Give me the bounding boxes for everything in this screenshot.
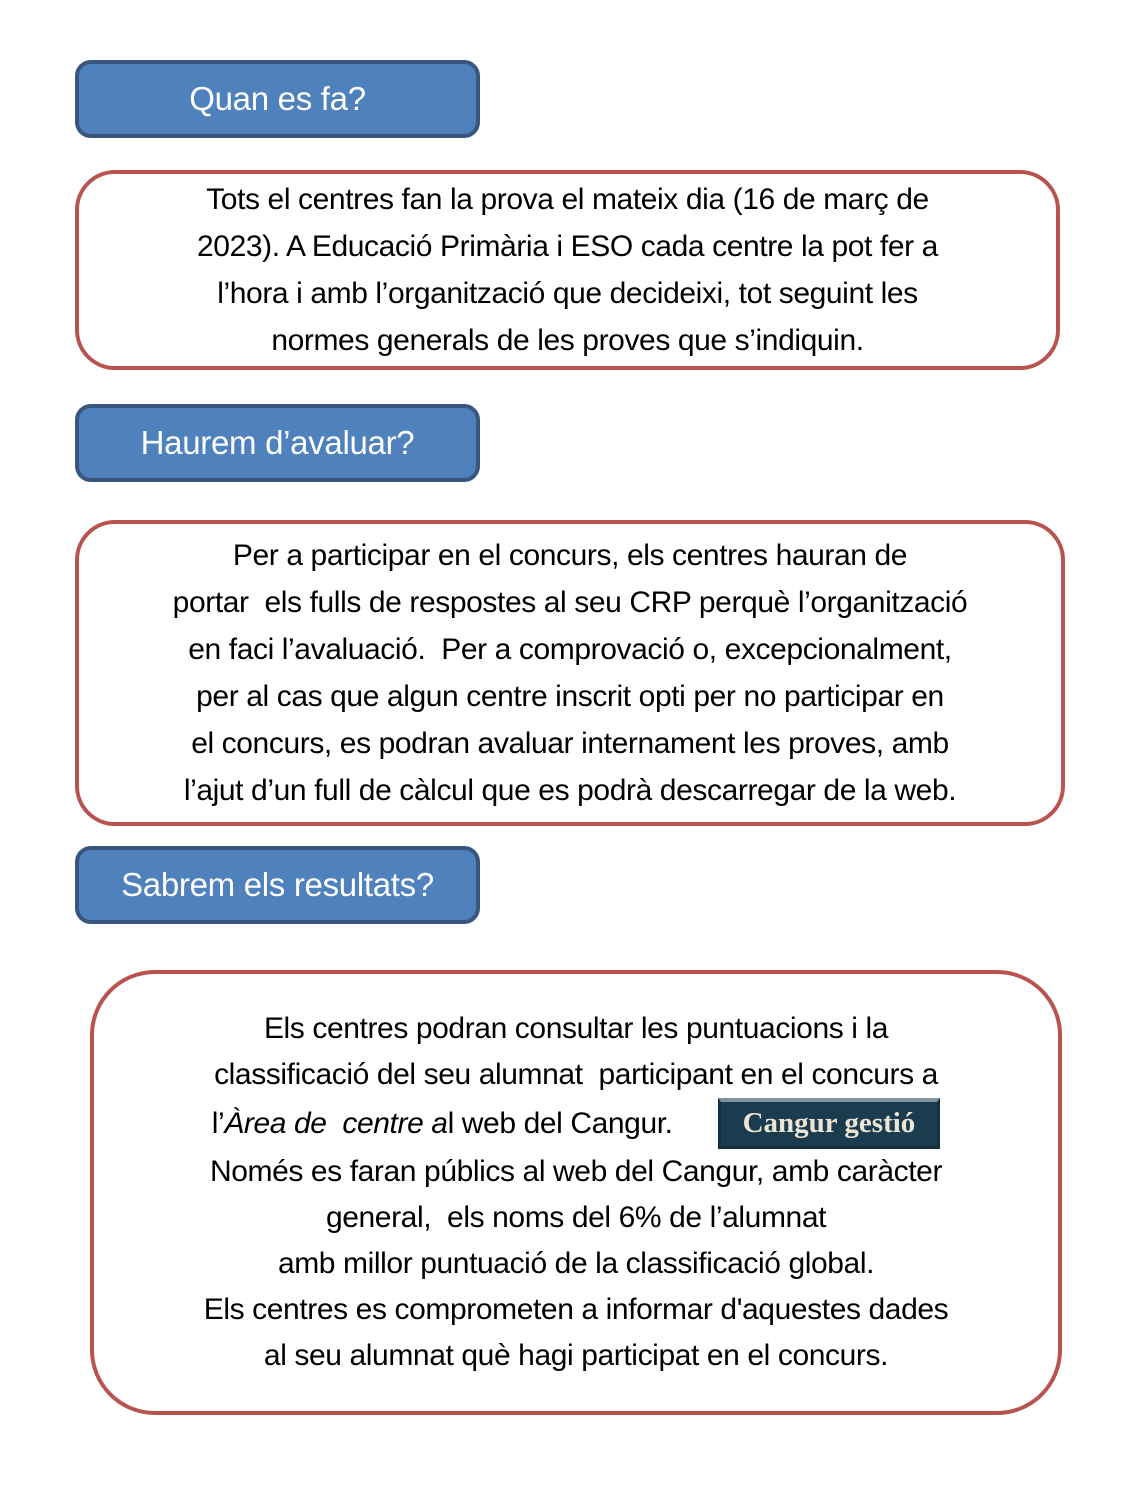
text-line: classificació del seu alumnat participant en el concurs a — [214, 1058, 938, 1091]
text-line: al seu alumnat què hagi participat en el concurs. — [263, 1339, 889, 1372]
text-line: Tots el centres fan la prova el mateix dia (16 de març de — [206, 183, 929, 216]
text-line: Per a participar en el concurs, els centres hauran de — [232, 539, 908, 572]
header-button-haurem-davaluar[interactable] — [75, 404, 480, 482]
cangur-gestio-button[interactable]: Cangur gestió — [718, 1098, 941, 1149]
text-line: Només es faran públics al web del Cangur, amb caràcter — [209, 1155, 943, 1188]
text-line: portar els fulls de respostes al seu CRP perquè l’organització — [172, 586, 968, 619]
header-button-label: Sabrem els resultats? — [121, 866, 434, 903]
text-segment: l’ — [211, 1106, 225, 1140]
text-line: el concurs, es podran avaluar internament les proves, amb — [191, 727, 949, 760]
text-line: l’ajut d’un full de càlcul que es podrà descarregar de la web. — [183, 774, 957, 807]
textbox-sabrem-els-resultats — [90, 970, 1062, 1415]
text-line: 2023). A Educació Primària i ESO cada centre la pot fer a — [197, 230, 938, 263]
text-segment: l web del Cangur. — [447, 1106, 673, 1140]
text-line-with-badge — [212, 1098, 941, 1149]
text-line: amb millor puntuació de la classificació global. — [277, 1247, 875, 1280]
text-line: normes generals de les proves que s’indiquin. — [271, 324, 864, 357]
text-line: per al cas que algun centre inscrit opti per no participar en — [196, 680, 944, 713]
text-line: general, els noms del 6% de l’alumnat — [325, 1201, 827, 1234]
header-button-label: Haurem d’avaluar? — [140, 424, 415, 461]
text-segment-italic: Àrea de centre a — [224, 1106, 448, 1140]
text-line: Els centres es comprometen a informar d'aquestes dades — [203, 1293, 949, 1326]
textbox-quan-es-fa — [75, 170, 1060, 370]
text-line: Els centres podran consultar les puntuacions i la — [263, 1012, 889, 1045]
text-line: en faci l’avaluació. Per a comprovació o, excepcionalment, — [188, 633, 952, 666]
header-button-sabrem-els-resultats[interactable] — [75, 846, 480, 924]
textbox-haurem-davaluar — [75, 520, 1065, 826]
text-line: l’hora i amb l’organització que decideixi, tot seguint les — [217, 277, 918, 310]
header-button-quan-es-fa[interactable] — [75, 60, 480, 138]
header-button-label: Quan es fa? — [189, 80, 366, 117]
